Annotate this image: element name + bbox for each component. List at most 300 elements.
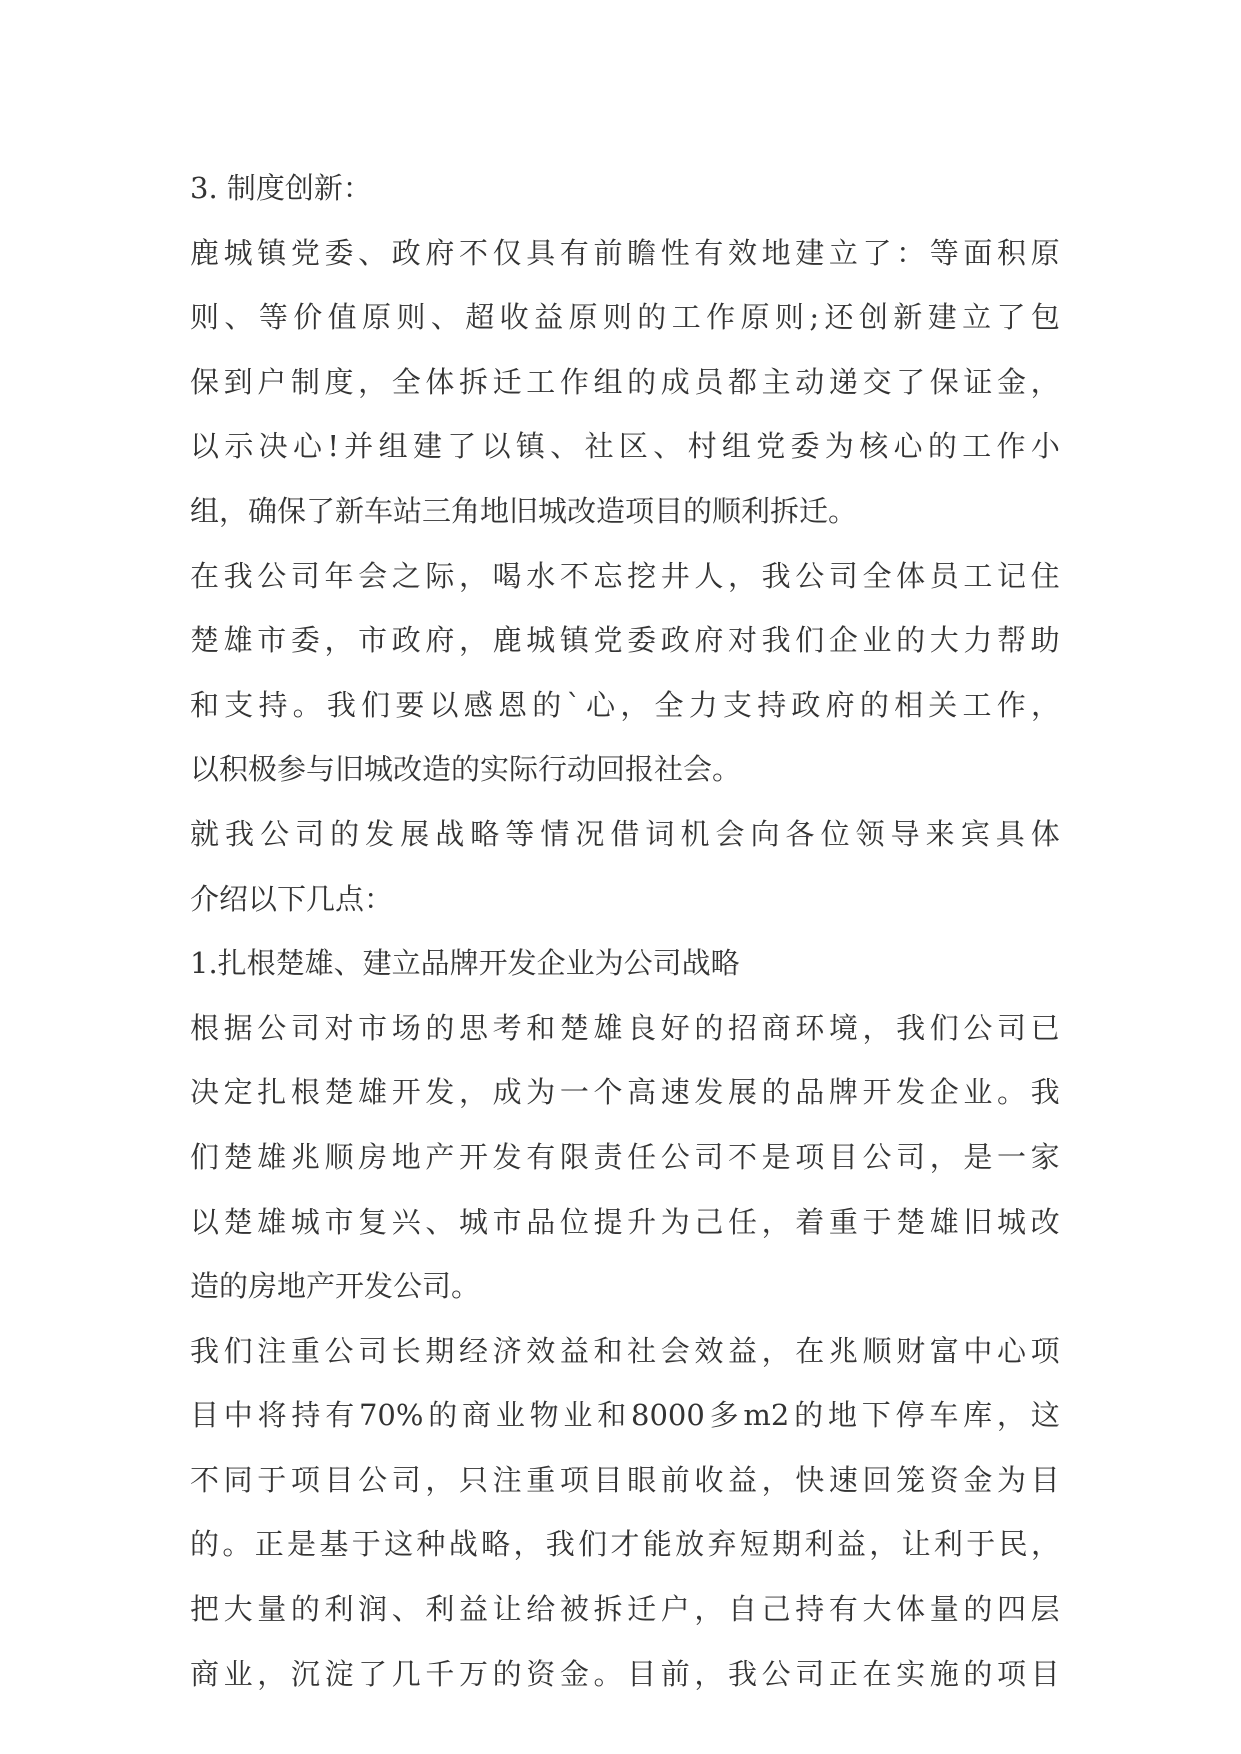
- text-glyph: 沉: [290, 1656, 320, 1691]
- text-glyph: 情: [540, 816, 570, 851]
- text-glyph: 司: [391, 1462, 421, 1497]
- text-glyph: 目: [324, 1462, 354, 1497]
- text-glyph: 旧: [963, 1204, 993, 1239]
- text-glyph: 四: [997, 1592, 1027, 1627]
- text-glyph: 、: [550, 429, 580, 464]
- text-glyph: 司: [290, 1010, 320, 1045]
- text-glyph: 于: [257, 1462, 287, 1497]
- text-glyph: ，: [862, 1010, 892, 1045]
- text-glyph: 区: [618, 429, 648, 464]
- text-glyph: 鹿: [190, 235, 220, 270]
- text-glyph: 已: [1030, 1010, 1060, 1045]
- text-glyph: 收: [499, 300, 529, 335]
- text-glyph: !: [327, 429, 339, 464]
- text-glyph: 组: [721, 429, 751, 464]
- text-glyph: 的: [532, 687, 562, 722]
- text-glyph: 商: [462, 1398, 492, 1433]
- text-glyph: 以: [481, 429, 511, 464]
- text-glyph: 递: [828, 364, 858, 399]
- text-glyph: ，: [761, 1204, 791, 1239]
- text-glyph: 发: [425, 1075, 455, 1110]
- text-glyph: 业: [223, 1656, 253, 1691]
- text-glyph: 。: [292, 687, 322, 722]
- text-glyph: 前: [660, 1462, 690, 1497]
- text-glyph: 顺: [324, 1139, 354, 1174]
- text-glyph: 在: [190, 558, 220, 593]
- text-glyph: 有: [559, 235, 589, 270]
- text-glyph: 持: [795, 1592, 825, 1627]
- text-glyph: 决: [258, 429, 288, 464]
- text-glyph: 为: [660, 1204, 690, 1239]
- text-glyph: 迁: [627, 1592, 657, 1627]
- text-glyph: 和: [593, 1333, 623, 1368]
- text-glyph: 喝: [492, 558, 522, 593]
- text-glyph: 升: [627, 1204, 657, 1239]
- text-glyph: 交: [862, 364, 892, 399]
- text-glyph: 放: [675, 1527, 705, 1562]
- text-glyph: 和: [190, 687, 220, 722]
- text-glyph: 公: [257, 558, 287, 593]
- text-glyph: 司: [896, 1139, 926, 1174]
- text-glyph: 前: [660, 1656, 690, 1691]
- text-glyph: 品: [526, 1204, 556, 1239]
- text-glyph: ，: [459, 623, 489, 658]
- text-glyph: 只: [459, 1462, 489, 1497]
- text-glyph: 利: [804, 1527, 834, 1562]
- text-glyph: 速: [828, 1462, 858, 1497]
- text-glyph: 人: [694, 558, 724, 593]
- text-glyph: 社: [627, 1333, 657, 1368]
- text-glyph: 感: [463, 687, 493, 722]
- text-glyph: 项: [559, 1462, 589, 1497]
- text-glyph: 正: [254, 1527, 284, 1562]
- text-glyph: 公: [324, 1333, 354, 1368]
- text-glyph: 决: [190, 1075, 220, 1110]
- text-glyph: 在: [795, 1333, 825, 1368]
- text-glyph: 我: [1030, 1075, 1060, 1110]
- text-glyph: 经: [459, 1333, 489, 1368]
- text-glyph: 的: [190, 1527, 220, 1562]
- text-glyph: 府: [425, 235, 455, 270]
- text-glyph: 户: [660, 1592, 690, 1627]
- text-glyph: 的: [425, 1010, 455, 1045]
- paragraph-line: [190, 1190, 1060, 1255]
- text-glyph: 市: [324, 1204, 354, 1239]
- text-glyph: 的: [627, 364, 657, 399]
- text-glyph: 的: [927, 429, 957, 464]
- text-glyph: 地: [761, 235, 791, 270]
- text-glyph: 重: [828, 1204, 858, 1239]
- paragraph-line: [190, 1448, 1060, 1513]
- text-glyph: 市: [358, 1010, 388, 1045]
- text-glyph: 保: [929, 364, 959, 399]
- text-glyph: 们: [361, 687, 391, 722]
- text-glyph: 根: [290, 1075, 320, 1110]
- text-glyph: 的: [859, 687, 889, 722]
- paragraph-line: [190, 1642, 1060, 1707]
- text-glyph: 了: [358, 1656, 388, 1691]
- text-glyph: 业: [563, 1398, 593, 1433]
- text-glyph: 镇: [515, 429, 545, 464]
- text-glyph: 把: [190, 1592, 220, 1627]
- text-glyph: 工: [526, 364, 556, 399]
- text-glyph: 战: [435, 816, 465, 851]
- text-glyph: 委: [290, 623, 320, 658]
- text-glyph: 正: [828, 1656, 858, 1691]
- text-glyph: 开: [391, 1075, 421, 1110]
- text-glyph: 则: [190, 300, 220, 335]
- text-glyph: 的: [694, 1010, 724, 1045]
- text-glyph: 际: [425, 558, 455, 593]
- text-glyph: 我: [326, 687, 356, 722]
- text-glyph: 项: [1030, 1333, 1060, 1368]
- text-glyph: 了: [447, 429, 477, 464]
- text-glyph: 在: [862, 1656, 892, 1691]
- text-glyph: 地: [391, 1139, 421, 1174]
- text-glyph: 。: [997, 1075, 1027, 1110]
- text-glyph: 目: [627, 1656, 657, 1691]
- text-glyph: 则: [774, 300, 804, 335]
- text-glyph: 况: [575, 816, 605, 851]
- text-glyph: 度: [324, 364, 354, 399]
- text-glyph: 则: [602, 300, 632, 335]
- text-glyph: ，: [358, 364, 388, 399]
- text-glyph: 的: [637, 300, 667, 335]
- text-glyph: 楚: [559, 1010, 589, 1045]
- text-glyph: 价: [293, 300, 323, 335]
- text-glyph: 基: [319, 1527, 349, 1562]
- text-glyph: 不: [190, 1462, 220, 1497]
- text-glyph: 快: [795, 1462, 825, 1497]
- text-glyph: 扎: [257, 1075, 287, 1110]
- text-glyph: 主: [761, 364, 791, 399]
- text-glyph: 体: [896, 1592, 926, 1627]
- text-glyph: 府: [825, 687, 855, 722]
- paragraph-line: [190, 1060, 1060, 1125]
- text-glyph: 我: [545, 1527, 575, 1562]
- text-glyph: 责: [593, 1139, 623, 1174]
- text-glyph: 润: [358, 1592, 388, 1627]
- text-glyph: 司: [295, 816, 325, 851]
- text-glyph: 益: [459, 1592, 489, 1627]
- text-glyph: 金: [559, 1656, 589, 1691]
- text-glyph: 让: [492, 1592, 522, 1627]
- text-glyph: 停: [895, 1398, 925, 1433]
- text-glyph: 思: [459, 1010, 489, 1045]
- text-glyph: 的: [794, 1398, 824, 1433]
- text-glyph: 作: [706, 300, 736, 335]
- text-glyph: 关: [928, 687, 958, 722]
- text-glyph: 项: [290, 1462, 320, 1497]
- text-glyph: 兆: [828, 1333, 858, 1368]
- paragraph-line: [190, 1512, 1060, 1577]
- text-glyph: 千: [425, 1656, 455, 1691]
- text-glyph: 委: [627, 623, 657, 658]
- text-glyph: 我: [761, 623, 791, 658]
- text-glyph: 体: [1030, 816, 1060, 851]
- text-glyph: 心: [893, 429, 923, 464]
- text-glyph: 注: [257, 1333, 287, 1368]
- text-glyph: 支: [722, 687, 752, 722]
- text-glyph: 原: [568, 300, 598, 335]
- text-glyph: 目: [593, 1462, 623, 1497]
- text-glyph: 的: [963, 1592, 993, 1627]
- text-glyph: 物: [529, 1398, 559, 1433]
- text-glyph: 位: [559, 1204, 589, 1239]
- text-glyph: 将: [257, 1398, 287, 1433]
- text-glyph: 目: [1030, 1656, 1060, 1691]
- text-glyph: 向: [750, 816, 780, 851]
- text-glyph: 重: [526, 1462, 556, 1497]
- text-glyph: 立: [962, 300, 992, 335]
- text-glyph: 库: [963, 1398, 993, 1433]
- text-glyph: 积: [997, 235, 1027, 270]
- text-glyph: 发: [492, 1139, 522, 1174]
- text-glyph: 年: [324, 558, 354, 593]
- text-glyph: 的: [290, 1592, 320, 1627]
- text-glyph: 战: [448, 1527, 478, 1562]
- text-glyph: 目: [190, 1398, 220, 1433]
- text-glyph: 展: [728, 1075, 758, 1110]
- text-glyph: 了: [862, 235, 892, 270]
- text-glyph: 面: [963, 235, 993, 270]
- text-glyph: 着: [795, 1204, 825, 1239]
- text-glyph: 期: [425, 1333, 455, 1368]
- text-glyph: 效: [728, 235, 758, 270]
- text-glyph: 镇: [559, 623, 589, 658]
- text-glyph: 以: [429, 687, 459, 722]
- text-glyph: 、: [391, 1592, 421, 1627]
- text-glyph: 期: [772, 1527, 802, 1562]
- text-glyph: 力: [963, 623, 993, 658]
- text-glyph: 业: [963, 1075, 993, 1110]
- text-glyph: 城: [223, 235, 253, 270]
- text-glyph: 民: [998, 1527, 1028, 1562]
- text-glyph: 短: [739, 1527, 769, 1562]
- text-glyph: 迁: [492, 364, 522, 399]
- text-glyph: 、: [653, 429, 683, 464]
- text-glyph: 司: [828, 558, 858, 593]
- text-glyph: 下: [861, 1398, 891, 1433]
- text-glyph: 有: [828, 1592, 858, 1627]
- text-glyph: ，: [425, 1462, 455, 1497]
- text-glyph: 中: [223, 1398, 253, 1433]
- text-glyph: 我: [728, 1656, 758, 1691]
- text-glyph: 公: [761, 1656, 791, 1691]
- text-glyph: 发: [896, 1075, 926, 1110]
- text-glyph: 位: [820, 816, 850, 851]
- paragraph-line: [190, 1383, 1060, 1448]
- text-glyph: 鹿: [492, 623, 522, 658]
- text-glyph: 各: [785, 816, 815, 851]
- text-glyph: 导: [890, 816, 920, 851]
- paragraph-line: [190, 673, 1060, 738]
- text-glyph: 业: [495, 1398, 525, 1433]
- text-glyph: 是: [287, 1527, 317, 1562]
- heading-institutional-innovation: 3. 制度创新：: [190, 171, 372, 205]
- text-glyph: ，: [761, 1462, 791, 1497]
- text-glyph: 仅: [492, 235, 522, 270]
- text-glyph: 己: [761, 1592, 791, 1627]
- text-glyph: 开: [459, 1139, 489, 1174]
- text-glyph: 们: [190, 1139, 220, 1174]
- text-glyph: 市: [257, 623, 287, 658]
- text-glyph: 城: [997, 1204, 1027, 1239]
- text-glyph: 组: [593, 364, 623, 399]
- text-glyph: 工: [671, 300, 701, 335]
- text-glyph: 大: [929, 623, 959, 658]
- text-glyph: ，: [929, 1139, 959, 1174]
- text-glyph: 产: [425, 1139, 455, 1174]
- text-glyph: ，: [459, 558, 489, 593]
- text-glyph: 体: [425, 364, 455, 399]
- text-glyph: 金: [963, 1462, 993, 1497]
- text-glyph: ，: [694, 1656, 724, 1691]
- text-glyph: 恩: [497, 687, 527, 722]
- text-glyph: 心: [292, 429, 322, 464]
- text-glyph: 良: [627, 1010, 657, 1045]
- text-glyph: 几: [391, 1656, 421, 1691]
- text-glyph: 任: [627, 1139, 657, 1174]
- text-glyph: 商: [761, 1010, 791, 1045]
- text-glyph: 瞻: [627, 235, 657, 270]
- text-glyph: 限: [559, 1139, 589, 1174]
- text-glyph: 让: [901, 1527, 931, 1562]
- document-page: [190, 156, 1060, 1706]
- text-glyph: 对: [324, 1010, 354, 1045]
- text-glyph: 资: [526, 1656, 556, 1691]
- text-glyph: 略: [481, 1527, 511, 1562]
- text-glyph: 据: [223, 1010, 253, 1045]
- text-glyph: 村: [687, 429, 717, 464]
- text-glyph: 原: [740, 300, 770, 335]
- text-glyph: 住: [1030, 558, 1060, 593]
- text-glyph: 雄: [257, 1139, 287, 1174]
- text-glyph: 支: [224, 687, 254, 722]
- text-glyph: 、: [430, 300, 460, 335]
- text-glyph: 楚: [223, 1204, 253, 1239]
- text-glyph: 益: [728, 1462, 758, 1497]
- text-glyph: 和: [597, 1398, 627, 1433]
- text-glyph: 回: [862, 1462, 892, 1497]
- text-glyph: 的: [761, 1075, 791, 1110]
- text-glyph: 等: [258, 300, 288, 335]
- text-glyph: 建: [795, 235, 825, 270]
- text-glyph: 长: [391, 1333, 421, 1368]
- text-glyph: 们: [795, 623, 825, 658]
- text-glyph: 全: [862, 558, 892, 593]
- text-glyph: 原: [362, 300, 392, 335]
- paragraph-line: 以积极参与旧城改造的实际行动回报社会。: [190, 752, 742, 787]
- text-glyph: 雄: [257, 1204, 287, 1239]
- text-glyph: 有: [526, 1139, 556, 1174]
- text-glyph: 具: [526, 235, 556, 270]
- text-glyph: 示: [224, 429, 254, 464]
- text-glyph: 借: [610, 816, 640, 851]
- text-glyph: 于: [862, 1204, 892, 1239]
- text-glyph: ，: [1030, 687, 1060, 722]
- paragraph-line: [190, 221, 1060, 286]
- text-glyph: 重: [290, 1333, 320, 1368]
- text-glyph: 新: [893, 300, 923, 335]
- paragraph-line: [190, 1577, 1060, 1642]
- text-glyph: ，: [761, 1333, 791, 1368]
- text-glyph: 。: [593, 1656, 623, 1691]
- text-glyph: 等: [505, 816, 535, 851]
- text-glyph: 记: [997, 558, 1027, 593]
- text-glyph: 员: [694, 364, 724, 399]
- text-glyph: 镇: [257, 235, 287, 270]
- text-glyph: 司: [290, 558, 320, 593]
- text-glyph: 楚: [324, 1075, 354, 1110]
- text-glyph: 万: [459, 1656, 489, 1691]
- text-glyph: 这: [384, 1527, 414, 1562]
- text-glyph: 相: [894, 687, 924, 722]
- text-glyph: 拆: [593, 1592, 623, 1627]
- text-glyph: 我: [896, 1010, 926, 1045]
- text-glyph: 司: [358, 1333, 388, 1368]
- text-glyph: 效: [526, 1333, 556, 1368]
- text-glyph: 公: [795, 558, 825, 593]
- text-glyph: 的: [963, 1656, 993, 1691]
- text-glyph: 公: [358, 1462, 388, 1497]
- text-glyph: 成: [660, 364, 690, 399]
- text-glyph: 展: [400, 816, 430, 851]
- text-glyph: 济: [492, 1333, 522, 1368]
- paragraph-line: [190, 1125, 1060, 1190]
- text-glyph: 任: [728, 1204, 758, 1239]
- text-glyph: 创: [858, 300, 888, 335]
- text-glyph: 来: [925, 816, 955, 851]
- text-glyph: 金: [997, 364, 1027, 399]
- text-glyph: ：: [896, 235, 926, 270]
- text-glyph: 大: [862, 1592, 892, 1627]
- text-glyph: 了: [996, 300, 1026, 335]
- text-glyph: 全: [654, 687, 684, 722]
- text-glyph: 改: [1030, 1204, 1060, 1239]
- text-glyph: 会: [358, 558, 388, 593]
- text-glyph: 提: [593, 1204, 623, 1239]
- text-glyph: 政: [391, 235, 421, 270]
- text-glyph: 委: [790, 429, 820, 464]
- text-glyph: 我: [190, 1333, 220, 1368]
- text-glyph: 眼: [627, 1462, 657, 1497]
- text-glyph: 市: [492, 1204, 522, 1239]
- text-glyph: 考: [492, 1010, 522, 1045]
- text-glyph: 兴: [391, 1204, 421, 1239]
- text-glyph: 政: [391, 623, 421, 658]
- text-glyph: 党: [756, 429, 786, 464]
- text-glyph: 雄: [593, 1010, 623, 1045]
- text-glyph: 工: [962, 687, 992, 722]
- text-glyph: 目: [828, 1139, 858, 1174]
- text-glyph: 淀: [324, 1656, 354, 1691]
- text-glyph: 作: [996, 687, 1026, 722]
- paragraph-line: [190, 996, 1060, 1061]
- text-glyph: 给: [526, 1592, 556, 1627]
- text-glyph: 楚: [190, 623, 220, 658]
- text-glyph: 富: [929, 1333, 959, 1368]
- text-glyph: 会: [715, 816, 745, 851]
- text-glyph: 府: [425, 623, 455, 658]
- text-glyph: 和: [526, 1010, 556, 1045]
- text-glyph: 的: [330, 816, 360, 851]
- text-glyph: 城: [459, 1204, 489, 1239]
- text-glyph: 持: [757, 687, 787, 722]
- paragraph-line: [190, 802, 1060, 867]
- text-glyph: 全: [391, 364, 421, 399]
- text-glyph: 利: [933, 1527, 963, 1562]
